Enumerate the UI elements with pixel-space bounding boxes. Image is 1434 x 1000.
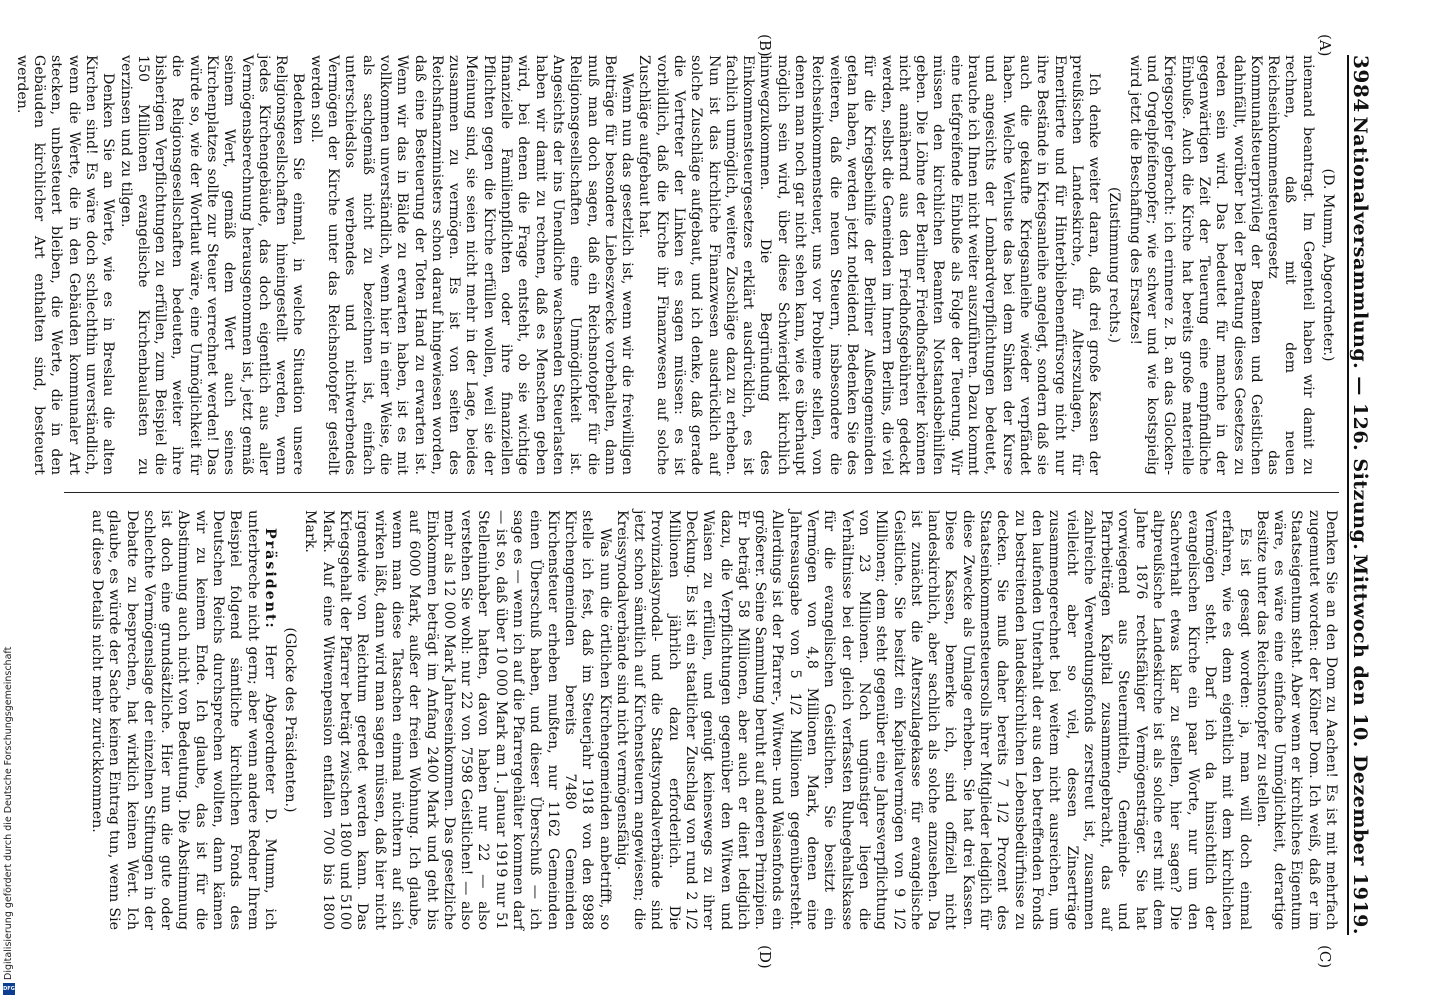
paragraph: niemand beantragt. Im Gegenteil haben wir damit zu rechnen, daß mit dem neuen Reichseinkommensteuergesetz das Kommunalsteuerprivileg der Beamten und Geistlichen dahinfällt, worüber bei der Beratung dieses Gesetzes zu reden sein wird. Das bedeutet für manche in der gegenwärtigen Zeit der Teuerung eine empfindliche Einbuße. Auch die Kirche hat bereits große materielle Kriegsopfer gebracht: ich erinnere z. B. an das Glocken- und Orgelpfeifenopfer; wie schwer und wie kostspielig wird jetzt die Beschaffung des Ersatzes! — [1126, 55, 1316, 475]
page-number: 3984 — [1349, 55, 1373, 113]
paragraph: Wenn nun das gesetzlich ist, wenn wir die freiwilligen Beiträge für besondere Liebeszwecke vorbehalten, dann muß man doch sagen, daß ein Reichsnotopfer für die Religionsgesellschaften eine Unmöglichkeit ist. Angesichts der ins Unendliche wachsenden Steuerlasten haben wir damit zu rechnen, daß es Menschen geben wird, bei denen die Frage entsteht, ob sie wichtige finanzielle Familienpflichten oder ihre finanziellen Pflichten gegen die Kirche erfüllen wollen, weil sie der Meinung sind, sie seien nicht mehr in der Lage, beides zusammen zu vermögen. Es ist von seiten des Reichsfinanzministers schon darauf hingewiesen worden, daß eine Besteuerung der Toten Hand zu erwarten ist. Wenn wir das in Bälde zu erwarten haben, ist es mit vollkommen unverständlich, wenn hier in einer Weise, die als sachgemäß nicht zu bezeichnen ist, einfach unterschiedslos werbendes und nichtwerbendes Vermögen der Kirche unter das Reichsnotopfer gestellt werden soll. — [307, 55, 636, 475]
paragraph: Was nun die örtlichen Kirchengemeinden anbetrifft, so stelle ich fest, daß im Steuerjahr 1918 von den 8988 Kirchengemeinden bereits 7480 Gemeinden Kirchensteuer erheben mußten, nur 1162 Gemeinden einen Überschuß haben, und dieser Überschuß — ich sage es — wenn ich auf die Pfarrergehälter kommen darf — ist so, daß über 10 000 Mark am 1. Januar 1919 nur 51 Stelleninhaber hatten, davon haben nur 22 — also verstehen Sie wohl: nur 22 von 7598 Geistlichen! — also mehr als 12 000 Mark Jahreseinkommen. Das gesetzliche Einkommen beträgt im Anfang 2400 Mark und geht bis auf 6000 Mark, außer der freien Wohnung. Ich glaube, wenn man diese Tatsachen einmal nüchtern auf sich wirken läßt, dann wird man sagen müssen, daß hier nicht irgendwie von Reichtum geredet werden kann. Das Kriegsgehalt der Pfarrer beträgt zwischen 1800 und 5100 Mark. Auf eine Witwenpension entfallen 700 bis 1800 Mark. — [302, 510, 613, 930]
paragraph: Denken Sie an den Dom zu Aachen! Es ist mit mehrfach zugemutet worden: der Kölner Dom. Ich weiß, daß er im Staatseigentum steht. Aber wenn er kirchliches Eigentum wäre, es wäre eine einfache Unmöglichkeit, derartige Besitze unter das Reichsnotopfer zu stellen. — [1253, 510, 1339, 930]
session-date: Mittwoch den 10. Dezember 1919. — [1349, 554, 1371, 935]
dfg-logo-icon: DFG — [3, 983, 15, 995]
paragraph: Denken Sie an Werte, wie es in Breslau die alten Kirchen sind! Es wäre doch schlechthin unverständlich, wenn die Werte, die in den Gebäuden kommunaler Art stecken, unbesteuert bleiben, die Werte, die in den Gebäuden kirchlicher Art enthalten sind, besteuert werden. — [13, 55, 117, 475]
column-divider — [64, 492, 1339, 493]
digitization-credit — [2, 540, 16, 995]
paragraph: Es ist gesagt worden: ja, man will doch einmal erfahren, wie es denn eigentlich mit dem kirchlichen Vermögen steht. Darf ich da hinsichtlich der evangelischen Kirche ein paar Worte, nur um den Sachverhalt etwas klar zu stellen, hier sagen? Die altpreußische Landeskirche ist als solche erst mit dem Jahre 1876 rechtsfähiger Vermögensträger. Sie hat vorwiegend aus Steuermitteln, Gemeinde- und Pfarrbeiträgen Kapital zusammengebracht, das auf zahlreiche Verwendungsfonds zerstreut ist, zusammen vielleicht aber so viel, dessen Zinserträge zusammengerechnet bei weitem nicht ausreichen, um den laufenden Unterhalt der aus den betreffenden Fonds zu bestreitenden landeskirchlichen Lebensbedürfnisse zu decken. Sie muß daher bereits 7 1/2 Prozent des Staatseinkommensteuersolls ihrer Mitglieder lediglich für diese Zwecke als Umlage erheben. Sie hat drei Kassen. Diese Kassen, bemerke ich, sind offiziell nicht landeskirchlich, aber sachlich als solche anzusehen. Da ist zunächst die Alterszulagekasse für evangelische Geistliche. Sie besitzt ein Kapitalvermögen von 9 1/2 Millionen; dem steht gegenüber eine Jahresverpflichtung von 23 Millionen. Noch ungünstiger liegen die Verhältnisse bei der gleich verfassten Ruhegehaltskasse für die evangelischen Geistlichen. Sie besitzt ein Vermögen von 4,8 Millionen Mark, denen eine Jahresausgabe von 5 1/2 Millionen gegenübersteht. Allerdings ist der Pfarrer-, Witwen- und Waisenfonds ein größerer. Seine Sammlung beruht auf anderen Prinzipien. Er beträgt 58 Millionen, aber auch er dient lediglich dazu, die Verpflichtungen gegenüber den Witwen und Waisen zu erfüllen, und genügt keineswegs zu ihrer Deckung. Es ist ein staatlicher Zuschlag von rund 2 1/2 Millionen jährlich dazu erforderlich. Die Provinzialsynodal- und die Stadtsynodalverbände sind jetzt schon sämtlich auf Kirchensteuern angewiesen; die Kreissynodalverbände sind nicht vermögensfähig. — [613, 510, 1253, 930]
page-header — [1347, 55, 1379, 935]
president-remark — [88, 510, 278, 930]
paragraph: Ich denke weiter daran, daß drei große Kassen der preußischen Landeskirche, für Alterszulagen, für Emeritierte und für Hinterbliebenenfürsorge nicht nur ihre Bestände in Kriegsanleihe angelegt, sondern daß sie auch die gekaufte Kriegsanleihe wieder verpfändet haben. Welche Verluste das bei dem Sinken der Kurse und angesichts der Lombardverpflichtungen bedeutet, brauche ich Ihnen nicht weiter auszuführen. Dazu kommt eine tiefgreifende Einbuße als Folge der Teuerung. Wir müssen den kirchlichen Beamten Notstandsbeihilfen geben. Die Löhne der Berliner Friedhofsarbeiter können nicht annähernd aus den Friedhofsgebühren gedeckt werden, selbst die Gemeinden im Innern Berlins, die viel für die Kriegsbeihilfe der Berliner Außengemeinden getan haben, werden jetzt notleidend. Bedenken Sie des weiteren, daß die neuen Steuern, insbesondere die Reichseinkommensteuer, uns vor Probleme stellen, von denen man noch gar nicht sehen kann, wie es überhaupt möglich sein wird, über diese Schwierigkeit kirchlich hinwegzukommen. Die Begründung des Einkommensteuergesetzes erklärt ausdrücklich, es ist fachlich unmöglich, weitere Zuschläge dazu zu erheben. Nun ist das kirchliche Finanzwesen ausdrücklich auf solche Zuschläge aufgebaut, und ich denke, daß gerade die Vertreter der Linken es sagen müssen: es ist vorbildlich, daß die Kirche ihr Finanzwesen auf solche Zuschläge aufgebaut hat. — [636, 55, 1103, 475]
interjection: (Zustimmung rechts.) — [1106, 186, 1123, 344]
session-title: Nationalversammlung. — 126. Sitzung. — [1349, 116, 1371, 551]
left-text-column — [13, 55, 1339, 475]
right-text-column — [64, 510, 1339, 930]
president-label: Präsident: — [261, 528, 278, 630]
speaker-intro: (D. Mumm, Abgeordneter.) — [1320, 168, 1336, 362]
margin-letter-a: (A) — [1316, 34, 1334, 57]
credit-text: Digitalisierung gefördert durch die Deutsche Forschungsgemeinschaft — [3, 646, 14, 980]
interjection: (Glocke des Präsidenten.) — [282, 627, 299, 813]
margin-letter-d: (D) — [756, 945, 774, 969]
paragraph: Bedenken Sie einmal, in welche Situation unsere Religionsgesellschaften hineingestellt werden, wenn jedes Kirchengebäude, das doch eigentlich aus aller Vermögensberechnung herausgenommen ist, jetzt gemäß seinem Wert, gemäß dem Wert auch seines Kirchenplatzes sollte zur Steuer verrechnet werden! Das würde so, wie der Wortlaut wäre, eine Unmöglichkeit für die Religionsgesellschaften bedeuten, weiter ihre bisherigen Verpflichtungen zu erfüllen, zum Beispiel die 150 Millionen evangelische Kirchenbaulasten zu verzinsen und zu tilgen. — [117, 55, 307, 475]
president-remark-text: Herr Abgeordneter D. Mumm, ich unterbreche nicht gern; aber wenn andere Redner Ihrem Beispiel folgend sämtliche kirchlichen Fonds des Deutschen Reichs durchsprechen wollten, dann kämen wir zu keinem Ende. Ich glaube, das ist für die Abstimmung auch nicht von Bedeutung. Die Abstimmung ist doch eine grundsätzliche. Hier nun die gute oder schlechte Vermögenslage der einzelnen Stiftungen in der Debatte zu besprechen, hat wirklich keinen Wert. Ich glaube, es würde der Sache keinen Eintrag tun, wenn Sie auf diese Details nicht mehr zurückkommen. — [88, 510, 278, 930]
margin-letter-b: (B) — [756, 34, 774, 57]
margin-letter-c: (C) — [1316, 945, 1334, 969]
